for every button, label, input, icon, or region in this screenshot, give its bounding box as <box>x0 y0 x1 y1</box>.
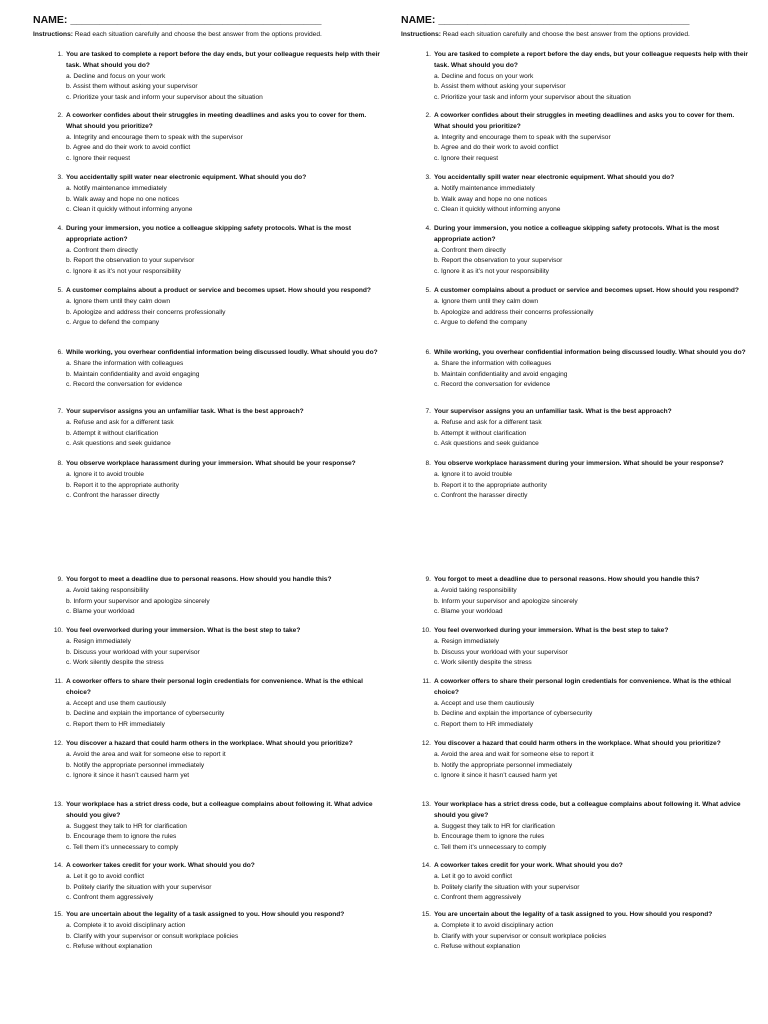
question-text: During your immersion, you notice a colleague skipping safety protocols. What is the most appropriate action? <box>66 225 352 243</box>
question-number: 6. <box>425 349 431 356</box>
answer-option: c. Argue to defend the company <box>66 319 160 327</box>
answer-option: a. Avoid the area and wait for someone else to report it <box>66 750 226 758</box>
answer-option: a. Avoid taking responsibility <box>434 586 517 594</box>
answer-option: c. Record the conversation for evidence <box>434 381 551 389</box>
answer-option: b. Decline and explain the importance of cybersecurity <box>66 710 225 718</box>
question-text: A coworker offers to share their personal login credentials for convenience. What is the ethical choice? <box>66 678 363 696</box>
question-text: You accidentally spill water near electronic equipment. What should you do? <box>66 174 307 181</box>
answer-option: a. Let it go to avoid conflict <box>434 872 513 880</box>
question-number: 8. <box>425 460 431 467</box>
answer-option: c. Blame your workload <box>434 608 503 616</box>
answer-option: a. Avoid the area and wait for someone else to report it <box>434 750 594 758</box>
question-item <box>401 677 749 731</box>
answer-option: c. Ignore it as it’s not your responsibility <box>66 268 181 276</box>
answer-option: c. Ignore it since it hasn’t caused harm yet <box>434 772 558 780</box>
answer-option: a. Accept and use them cautiously <box>434 699 535 707</box>
answer-option: a. Accept and use them cautiously <box>66 699 167 707</box>
question-number: 13. <box>53 801 63 808</box>
question-item <box>401 286 749 329</box>
question-text: You feel overworked during your immersion. What is the best step to take? <box>434 627 669 634</box>
question-text: You discover a hazard that could harm others in the workplace. What should you prioritize? <box>434 740 721 747</box>
question-text: You are tasked to complete a report before the day ends, but your colleague requests help with their task. What should you do? <box>434 51 748 69</box>
question-item <box>401 739 749 782</box>
answer-option: a. Let it go to avoid conflict <box>66 872 145 880</box>
answer-option: a. Ignore them until they calm down <box>434 297 539 305</box>
question-number: 11. <box>422 678 431 685</box>
question-number: 8. <box>57 460 63 467</box>
answer-option: a. Ignore it to avoid trouble <box>66 470 145 478</box>
question-number: 4. <box>57 225 63 232</box>
answer-option: c. Ignore it as it’s not your responsibility <box>434 268 549 276</box>
answer-option: c. Refuse without explanation <box>434 943 521 951</box>
question-item <box>33 111 381 165</box>
answer-option: b. Maintain confidentiality and avoid engaging <box>66 370 200 378</box>
question-text: Your supervisor assigns you an unfamiliar task. What is the best approach? <box>434 408 672 415</box>
answer-option: a. Notify maintenance immediately <box>66 184 167 192</box>
question-number: 2. <box>57 112 63 119</box>
answer-option: a. Notify maintenance immediately <box>434 184 535 192</box>
answer-option: b. Maintain confidentiality and avoid engaging <box>434 370 568 378</box>
question-item <box>401 224 749 278</box>
worksheet-right <box>401 13 749 951</box>
answer-option: b. Notify the appropriate personnel immediately <box>66 761 205 769</box>
question-number: 14. <box>53 862 63 869</box>
question-number: 1. <box>57 51 63 58</box>
answer-option: a. Suggest they talk to HR for clarification <box>66 822 187 830</box>
question-number: 9. <box>57 576 63 583</box>
answer-option: c. Prioritize your task and inform your supervisor about the situation <box>66 94 263 102</box>
question-text: A coworker confides about their struggles in meeting deadlines and asks you to cover for them. What should you prioritize? <box>66 112 367 130</box>
question-text: A coworker offers to share their personal login credentials for convenience. What is the ethical choice? <box>434 678 731 696</box>
answer-option: b. Clarify with your supervisor or consult workplace policies <box>66 932 239 940</box>
question-text: A coworker confides about their struggles in meeting deadlines and asks you to cover for them. What should you prioritize? <box>434 112 735 130</box>
question-item <box>401 459 749 502</box>
answer-option: b. Encourage them to ignore the rules <box>66 833 177 841</box>
question-text: You are tasked to complete a report before the day ends, but your colleague requests help with their task. What should you do? <box>66 51 380 69</box>
question-item <box>33 459 381 502</box>
question-number: 4. <box>425 225 431 232</box>
answer-option: a. Resign immediately <box>434 637 499 645</box>
answer-option: c. Prioritize your task and inform your supervisor about the situation <box>434 94 631 102</box>
question-item <box>33 173 381 216</box>
answer-option: a. Resign immediately <box>66 637 131 645</box>
question-item <box>401 861 749 904</box>
question-item <box>401 173 749 216</box>
answer-option: b. Apologize and address their concerns professionally <box>434 308 594 316</box>
question-number: 14. <box>421 862 431 869</box>
question-text: You accidentally spill water near electronic equipment. What should you do? <box>434 174 675 181</box>
answer-option: a. Avoid taking responsibility <box>66 586 149 594</box>
question-item <box>401 348 749 391</box>
question-text: You observe workplace harassment during your immersion. What should be your response? <box>434 460 724 467</box>
question-number: 2. <box>425 112 431 119</box>
answer-option: c. Refuse without explanation <box>66 943 153 951</box>
answer-option: c. Clean it quickly without informing anyone <box>434 206 561 214</box>
answer-option: a. Refuse and ask for a different task <box>66 418 174 426</box>
question-number: 12. <box>421 740 431 747</box>
answer-option: b. Walk away and hope no one notices <box>66 195 180 203</box>
question-text: Your supervisor assigns you an unfamiliar task. What is the best approach? <box>66 408 304 415</box>
name-field: NAME: ___________________________________________ <box>33 14 322 26</box>
answer-option: c. Record the conversation for evidence <box>66 381 183 389</box>
answer-option: c. Report them to HR immediately <box>66 721 165 729</box>
answer-option: b. Inform your supervisor and apologize sincerely <box>66 597 210 605</box>
answer-option: a. Refuse and ask for a different task <box>434 418 542 426</box>
question-item <box>401 111 749 165</box>
question-text: A customer complains about a product or service and becomes upset. How should you respond? <box>66 287 371 294</box>
question-number: 13. <box>421 801 431 808</box>
question-item <box>401 575 749 618</box>
answer-option: a. Share the information with colleagues <box>66 359 184 367</box>
answer-option: b. Politely clarify the situation with your supervisor <box>434 883 580 891</box>
answer-option: b. Agree and do their work to avoid conflict <box>66 144 191 152</box>
answer-option: b. Report the observation to your supervisor <box>434 257 563 265</box>
question-item <box>401 800 749 854</box>
answer-option: a. Share the information with colleagues <box>434 359 552 367</box>
question-item <box>401 626 749 669</box>
answer-option: c. Tell them it’s unnecessary to comply <box>434 844 547 852</box>
question-number: 6. <box>57 349 63 356</box>
question-item <box>33 224 381 278</box>
question-number: 10. <box>421 627 431 634</box>
answer-option: a. Suggest they talk to HR for clarification <box>434 822 555 830</box>
question-text: You are uncertain about the legality of a task assigned to you. How should you respond? <box>434 911 713 918</box>
question-number: 7. <box>57 408 63 415</box>
answer-option: b. Assist them without asking your supervisor <box>434 83 566 91</box>
answer-option: b. Discuss your workload with your supervisor <box>66 648 200 656</box>
answer-option: b. Agree and do their work to avoid conflict <box>434 144 559 152</box>
answer-option: a. Integrity and encourage them to speak with the supervisor <box>434 133 611 141</box>
question-text: While working, you overhear confidential information being discussed loudly. What should you do? <box>434 349 746 356</box>
question-number: 9. <box>425 576 431 583</box>
question-item <box>33 348 381 391</box>
question-text: Your workplace has a strict dress code, but a colleague complains about following it. What advice should you give? <box>434 801 741 819</box>
question-number: 15. <box>53 911 63 918</box>
answer-option: a. Complete it to avoid disciplinary action <box>66 921 186 929</box>
answer-option: b. Encourage them to ignore the rules <box>434 833 545 841</box>
answer-option: c. Confront them aggressively <box>434 894 522 902</box>
question-number: 12. <box>53 740 63 747</box>
question-item <box>33 739 381 782</box>
question-number: 3. <box>57 174 63 181</box>
question-item <box>401 407 749 450</box>
question-item <box>401 910 749 953</box>
question-number: 1. <box>425 51 431 58</box>
answer-option: b. Politely clarify the situation with your supervisor <box>66 883 212 891</box>
answer-option: c. Report them to HR immediately <box>434 721 533 729</box>
answer-option: c. Ignore their request <box>66 155 131 163</box>
question-text: A customer complains about a product or service and becomes upset. How should you respond? <box>434 287 739 294</box>
answer-option: a. Integrity and encourage them to speak with the supervisor <box>66 133 243 141</box>
answer-option: b. Clarify with your supervisor or consult workplace policies <box>434 932 607 940</box>
worksheet-left <box>33 13 381 951</box>
answer-option: a. Ignore it to avoid trouble <box>434 470 513 478</box>
answer-option: a. Decline and focus on your work <box>434 72 534 80</box>
question-item <box>33 626 381 669</box>
instructions: Instructions: Read each situation carefully and choose the best answer from the options provided. <box>401 31 690 38</box>
answer-option: c. Ignore their request <box>434 155 499 163</box>
answer-option: b. Report it to the appropriate authority <box>434 481 547 489</box>
answer-option: b. Assist them without asking your supervisor <box>66 83 198 91</box>
question-item <box>33 407 381 450</box>
question-item <box>33 861 381 904</box>
answer-option: c. Work silently despite the stress <box>434 659 532 667</box>
question-number: 11. <box>54 678 63 685</box>
answer-option: a. Confront them directly <box>434 246 506 254</box>
answer-option: b. Apologize and address their concerns professionally <box>66 308 226 316</box>
answer-option: b. Notify the appropriate personnel immediately <box>434 761 573 769</box>
answer-option: a. Ignore them until they calm down <box>66 297 171 305</box>
question-text: During your immersion, you notice a colleague skipping safety protocols. What is the most appropriate action? <box>434 225 720 243</box>
answer-option: b. Discuss your workload with your supervisor <box>434 648 568 656</box>
answer-option: c. Confront the harasser directly <box>66 492 160 500</box>
question-text: You forgot to meet a deadline due to personal reasons. How should you handle this? <box>66 576 332 583</box>
answer-option: c. Clean it quickly without informing anyone <box>66 206 193 214</box>
answer-option: c. Ask questions and seek guidance <box>434 440 539 448</box>
question-item <box>401 50 749 104</box>
instructions: Instructions: Read each situation carefully and choose the best answer from the options provided. <box>33 31 322 38</box>
question-text: While working, you overhear confidential information being discussed loudly. What should you do? <box>66 349 378 356</box>
question-text: A coworker takes credit for your work. What should you do? <box>66 862 255 869</box>
question-number: 7. <box>425 408 431 415</box>
answer-option: c. Ask questions and seek guidance <box>66 440 171 448</box>
answer-option: c. Argue to defend the company <box>434 319 528 327</box>
question-text: You feel overworked during your immersion. What is the best step to take? <box>66 627 301 634</box>
answer-option: b. Inform your supervisor and apologize sincerely <box>434 597 578 605</box>
question-text: You discover a hazard that could harm others in the workplace. What should you prioritize? <box>66 740 353 747</box>
question-text: A coworker takes credit for your work. What should you do? <box>434 862 623 869</box>
question-number: 5. <box>57 287 63 294</box>
answer-option: b. Attempt it without clarification <box>434 429 527 437</box>
question-number: 15. <box>421 911 431 918</box>
answer-option: b. Report the observation to your supervisor <box>66 257 195 265</box>
question-item <box>33 677 381 731</box>
answer-option: a. Complete it to avoid disciplinary action <box>434 921 554 929</box>
question-number: 5. <box>425 287 431 294</box>
name-field: NAME: ___________________________________________ <box>401 14 690 26</box>
answer-option: c. Tell them it’s unnecessary to comply <box>66 844 179 852</box>
question-number: 3. <box>425 174 431 181</box>
answer-option: c. Blame your workload <box>66 608 135 616</box>
question-item <box>33 50 381 104</box>
answer-option: c. Work silently despite the stress <box>66 659 164 667</box>
question-number: 10. <box>53 627 63 634</box>
question-item <box>33 575 381 618</box>
question-item <box>33 800 381 854</box>
question-text: You are uncertain about the legality of a task assigned to you. How should you respond? <box>66 911 345 918</box>
question-text: Your workplace has a strict dress code, but a colleague complains about following it. What advice should you give? <box>66 801 373 819</box>
answer-option: a. Decline and focus on your work <box>66 72 166 80</box>
answer-option: a. Confront them directly <box>66 246 138 254</box>
answer-option: b. Decline and explain the importance of cybersecurity <box>434 710 593 718</box>
question-item <box>33 286 381 329</box>
answer-option: b. Attempt it without clarification <box>66 429 159 437</box>
answer-option: c. Confront them aggressively <box>66 894 154 902</box>
answer-option: b. Walk away and hope no one notices <box>434 195 548 203</box>
answer-option: b. Report it to the appropriate authority <box>66 481 179 489</box>
question-text: You observe workplace harassment during your immersion. What should be your response? <box>66 460 356 467</box>
question-item <box>33 910 381 953</box>
answer-option: c. Confront the harasser directly <box>434 492 528 500</box>
answer-option: c. Ignore it since it hasn’t caused harm yet <box>66 772 190 780</box>
question-text: You forgot to meet a deadline due to personal reasons. How should you handle this? <box>434 576 700 583</box>
